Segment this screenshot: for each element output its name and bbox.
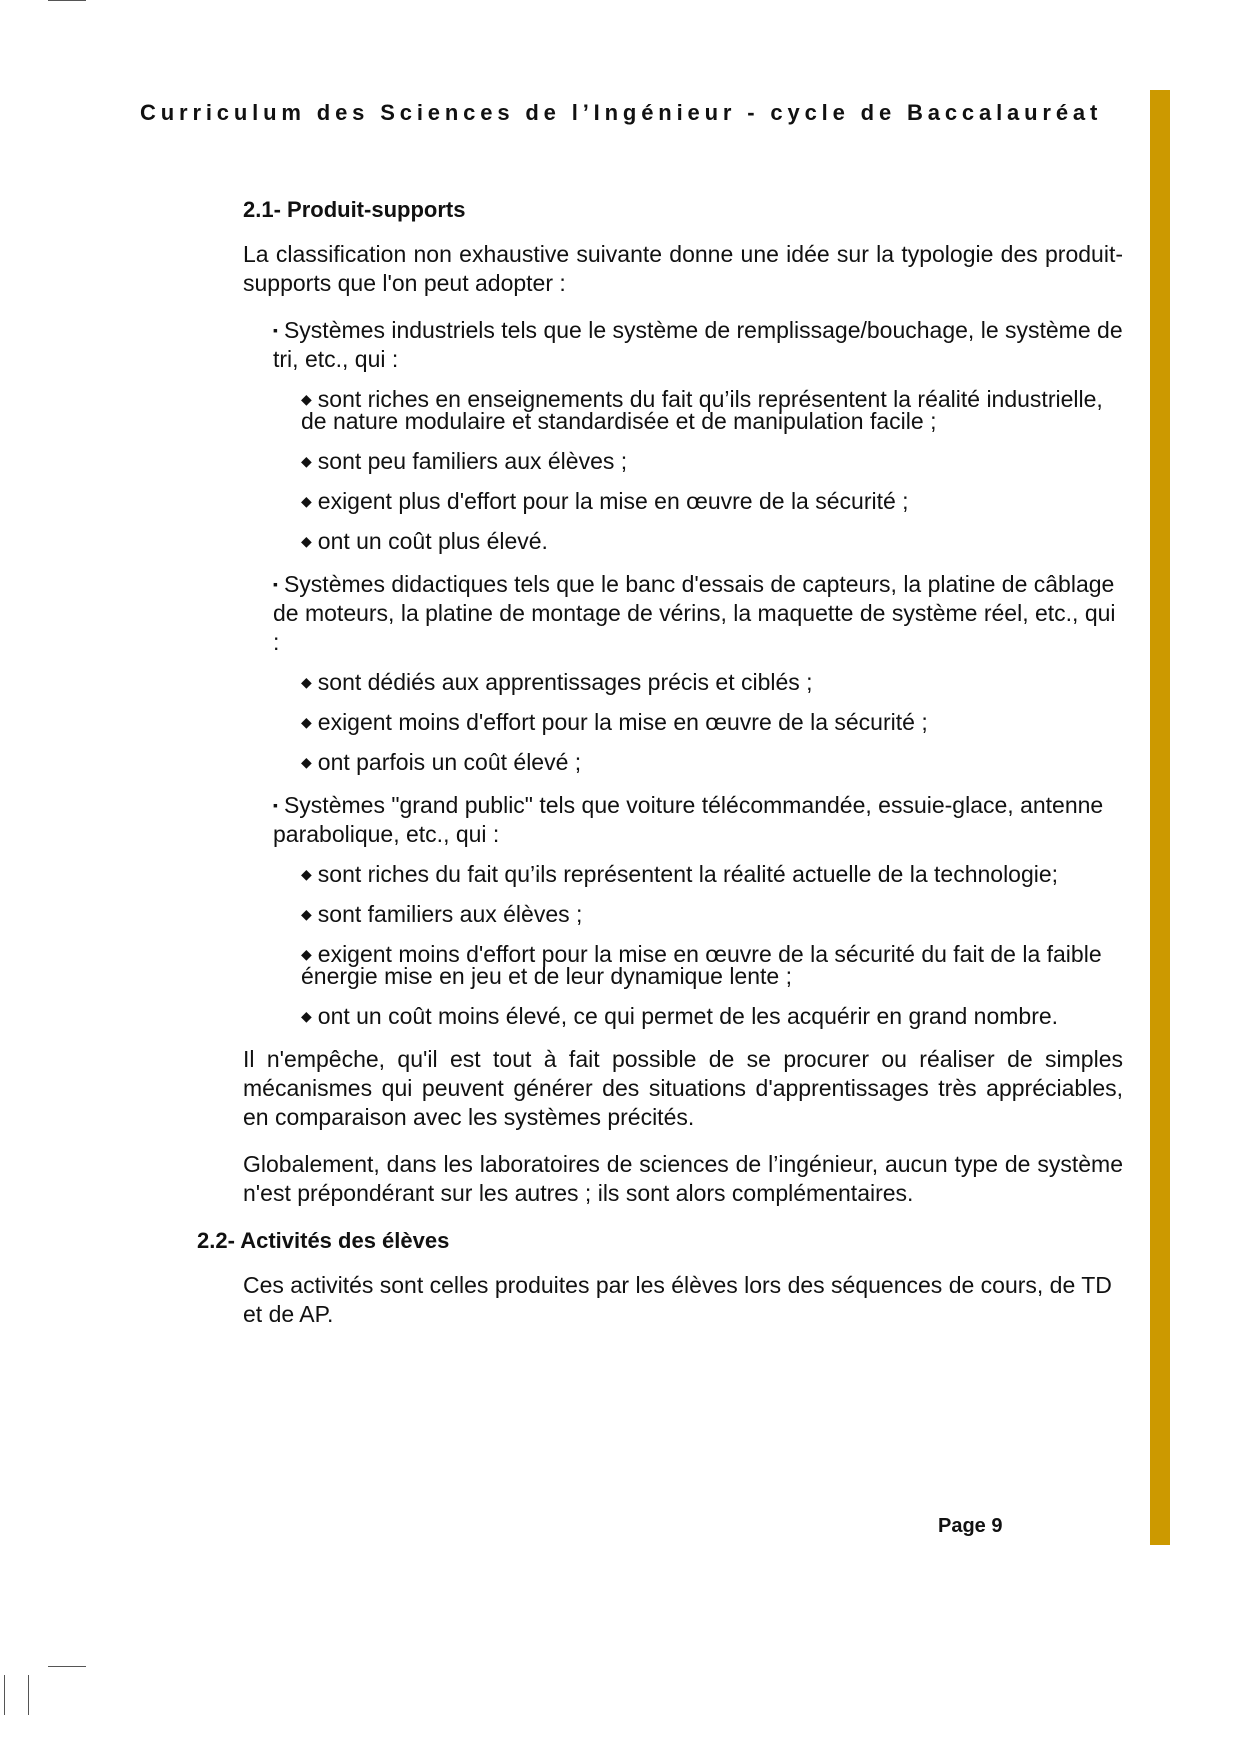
list-item <box>301 671 1123 693</box>
list-item <box>301 751 1123 773</box>
paragraph-globally: Globalement, dans les laboratoires de sciences de l’ingénieur, aucun type de système n'est prépondérant sur les autres ; ils sont alors complémentaires. <box>243 1151 1123 1206</box>
list-item-text: exigent moins d'effort pour la mise en œuvre de la sécurité du fait de la faible énergie mise en jeu et de leur dynamique lente ; <box>301 941 1102 989</box>
paragraph-activities: Ces activités sont celles produites par les élèves lors des séquences de cours, de TD et de AP. <box>243 1272 1112 1327</box>
section-intro: La classification non exhaustive suivante donne une idée sur la typologie des produit-supports que l'on peut adopter : <box>243 241 1123 296</box>
diamond-bullet-icon: ◆ <box>301 906 312 922</box>
square-bullet-icon: ▪ <box>273 797 278 813</box>
group-text: Systèmes industriels tels que le système de remplissage/bouchage, le système de tri, etc., qui : <box>273 317 1123 372</box>
list-group-industrial <box>273 316 1123 374</box>
crop-mark-left-2 <box>28 1675 29 1715</box>
list-item <box>301 530 1123 552</box>
accent-side-bar <box>1150 90 1170 1545</box>
list-item <box>301 450 1123 472</box>
diamond-bullet-icon: ◆ <box>301 946 312 962</box>
list-item-text: sont peu familiers aux élèves ; <box>317 448 628 474</box>
list-group-didactic <box>273 570 1123 657</box>
page-content <box>197 195 1123 1347</box>
list-item <box>301 1005 1123 1027</box>
list-item <box>301 711 1123 733</box>
diamond-bullet-icon: ◆ <box>301 453 312 469</box>
list-item-text: ont parfois un coût élevé ; <box>317 749 582 775</box>
document-header-title: Curriculum des Sciences de l’Ingénieur - cycle de Baccalauréat <box>140 100 1103 125</box>
list-item-text: sont riches du fait qu’ils représentent la réalité actuelle de la technologie; <box>317 861 1059 887</box>
list-item-text: ont un coût moins élevé, ce qui permet de les acquérir en grand nombre. <box>317 1003 1059 1029</box>
section-heading-2-1: 2.1- Produit-supports <box>243 197 466 222</box>
crop-mark-bottom <box>48 1666 86 1667</box>
page-number: Page 9 <box>938 1515 1003 1537</box>
list-item-text: sont riches en enseignements du fait qu’ils représentent la réalité industrielle, de nature modulaire et standardisée et de manipulation facile ; <box>301 386 1103 434</box>
list-item <box>301 490 1123 512</box>
square-bullet-icon: ▪ <box>273 322 278 338</box>
list-item <box>301 388 1123 432</box>
diamond-bullet-icon: ◆ <box>301 1008 312 1024</box>
square-bullet-icon: ▪ <box>273 576 278 592</box>
section-heading-2-2: 2.2- Activités des élèves <box>197 1228 450 1253</box>
list-item <box>301 943 1123 987</box>
diamond-bullet-icon: ◆ <box>301 754 312 770</box>
list-item-text: sont dédiés aux apprentissages précis et ciblés ; <box>317 669 813 695</box>
list-item-text: exigent moins d'effort pour la mise en œuvre de la sécurité ; <box>317 709 928 735</box>
list-item <box>301 903 1123 925</box>
diamond-bullet-icon: ◆ <box>301 674 312 690</box>
diamond-bullet-icon: ◆ <box>301 391 312 407</box>
diamond-bullet-icon: ◆ <box>301 866 312 882</box>
list-item-text: sont familiers aux élèves ; <box>317 901 583 927</box>
list-item-text: exigent plus d'effort pour la mise en œuvre de la sécurité ; <box>317 488 909 514</box>
list-item <box>301 863 1123 885</box>
crop-mark-top <box>48 0 86 1</box>
list-item-text: ont un coût plus élevé. <box>317 528 548 554</box>
group-text: Systèmes "grand public" tels que voiture télécommandée, essuie-glace, antenne parabolique, etc., qui : <box>273 792 1104 847</box>
group-text: Systèmes didactiques tels que le banc d'essais de capteurs, la platine de câblage de moteurs, la platine de montage de vérins, la maquette de système réel, etc., qui : <box>273 571 1116 655</box>
crop-mark-left-1 <box>4 1675 5 1715</box>
diamond-bullet-icon: ◆ <box>301 493 312 509</box>
list-group-consumer <box>273 791 1123 849</box>
paragraph-mechanisms: Il n'empêche, qu'il est tout à fait possible de se procurer ou réaliser de simples mécanismes qui peuvent générer des situations d'apprentissages très appréciables, en comparaison avec les systèmes précités. <box>243 1046 1123 1130</box>
diamond-bullet-icon: ◆ <box>301 533 312 549</box>
diamond-bullet-icon: ◆ <box>301 714 312 730</box>
